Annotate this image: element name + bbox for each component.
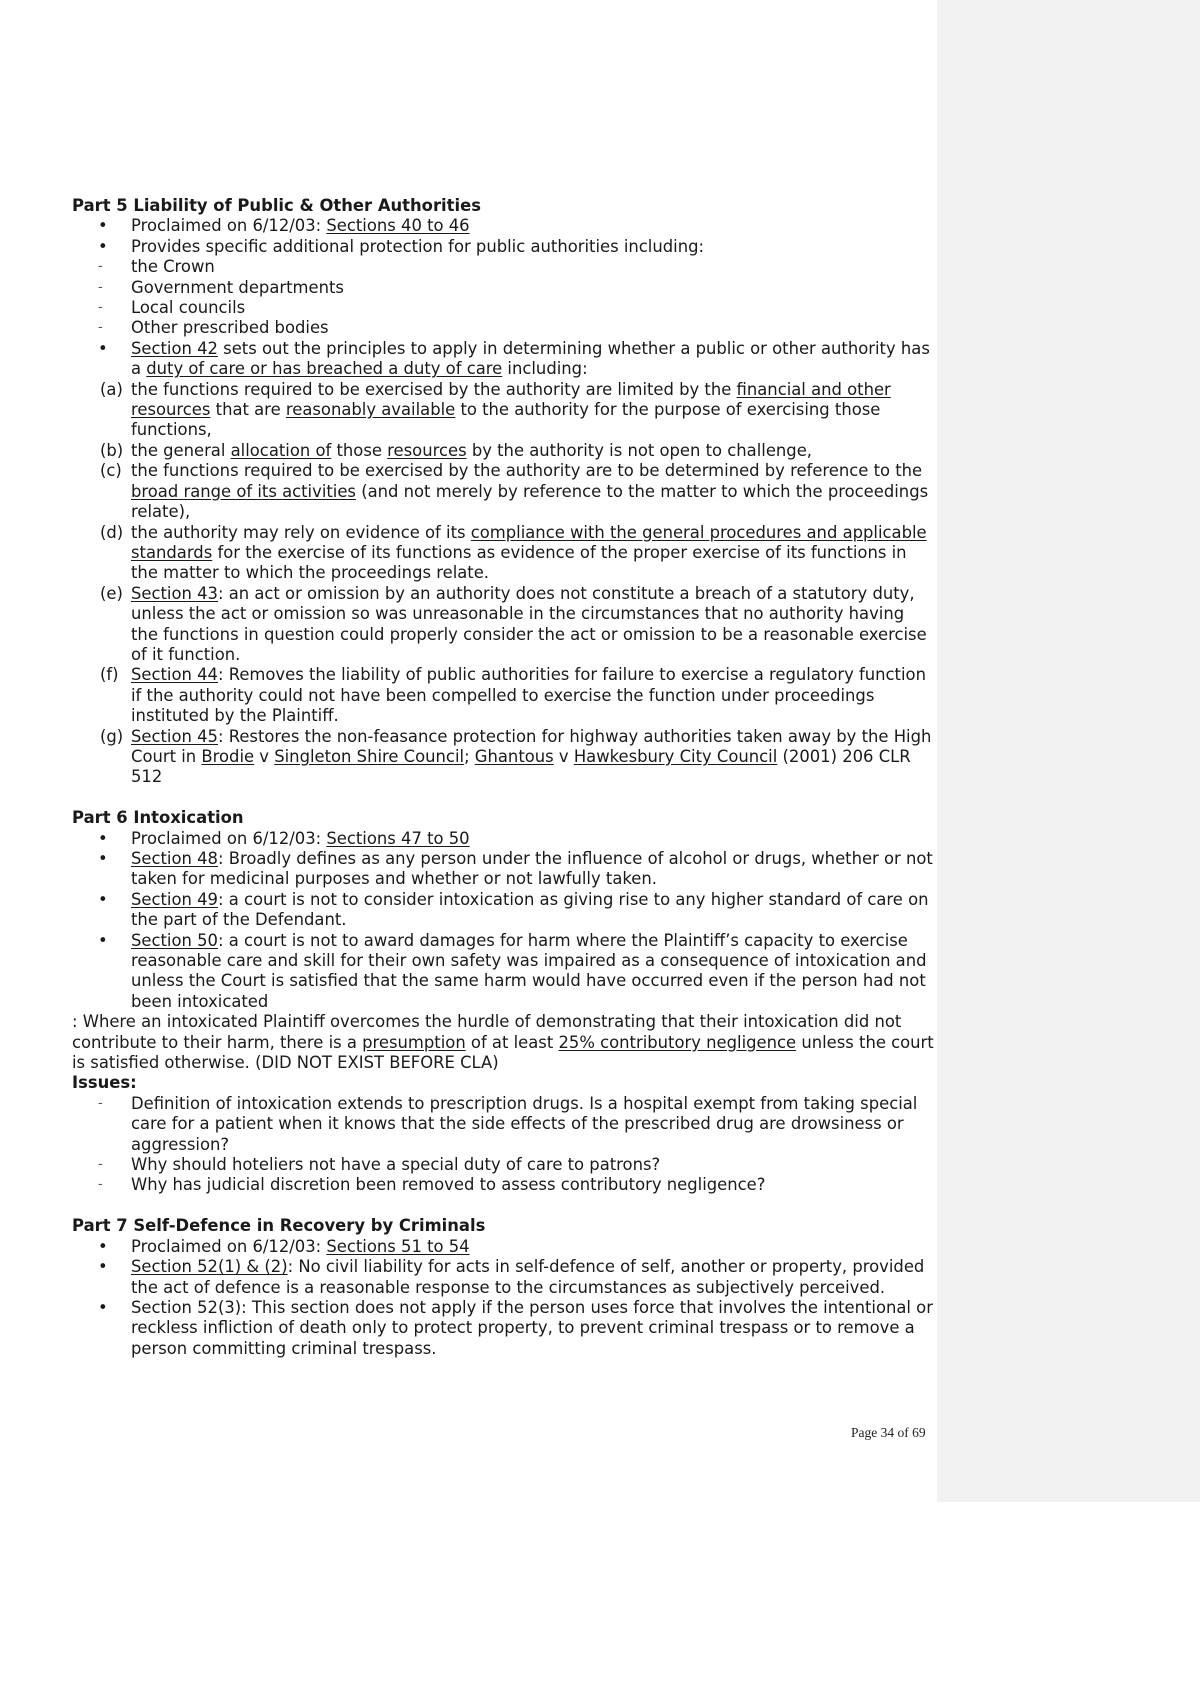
- part5-item-a: (a) the functions required to be exercised by the authority are limited by the financial and other resources that are reasonably available to the authority for the purpose of exercising those functions,: [100, 379, 891, 440]
- dash-marker: -: [98, 320, 103, 336]
- issue-item-2: - Why should hoteliers not have a special duty of care to patrons?: [98, 1155, 661, 1175]
- part7-bullet-proclaimed: • Proclaimed on 6/12/03: Sections 51 to 54: [98, 1236, 470, 1256]
- issue-item-1: - Definition of intoxication extends to prescription drugs. Is a hospital exempt from taking special care for a patient when it knows that the side effects of the prescribed drug are drowsiness or aggression?: [98, 1093, 918, 1154]
- part5-dash-bodies: - Other prescribed bodies: [98, 318, 329, 338]
- part6-bullet-proclaimed: • Proclaimed on 6/12/03: Sections 47 to 50: [98, 828, 470, 848]
- dash-marker: -: [98, 1177, 103, 1193]
- bullet-marker: •: [98, 1257, 108, 1277]
- bullet-marker: •: [98, 1236, 108, 1256]
- part7-bullet-section52-3: • Section 52(3): This section does not apply if the person uses force that involves the intentional or reckless infliction of death only to protect property, to prevent criminal trespass or to remove a person committing criminal trespass.: [98, 1297, 933, 1358]
- part7-bullet-section52-1-2: • Section 52(1) & (2): No civil liability for acts in self-defence of self, another or property, provided the act of defence is a reasonable response to the circumstances as subjectively perceived.: [98, 1257, 925, 1297]
- part5-item-d: (d) the authority may rely on evidence of its compliance with the general procedures and applicable standards for the exercise of its functions as evidence of the proper exercise of its functions in the matter to which the proceedings relate.: [100, 522, 927, 583]
- issues-heading: Issues:: [72, 1073, 137, 1093]
- document-body: [72, 196, 934, 1359]
- dash-marker: -: [98, 259, 103, 275]
- bullet-marker: •: [98, 930, 108, 950]
- part5-item-g: (g) Section 45: Restores the non-feasance protection for highway authorities taken away by the High Court in Brodie v Singleton Shire Council; Ghantous v Hawkesbury City Council (2001) 206 CLR 512: [100, 726, 932, 787]
- part6-heading: Part 6 Intoxication: [72, 808, 244, 828]
- part7-heading: Part 7 Self-Defence in Recovery by Criminals: [72, 1216, 486, 1236]
- bullet-marker: •: [98, 1297, 108, 1317]
- comment-pane: [937, 0, 1200, 1502]
- part5-bullet-protection: • Provides specific additional protection for public authorities including:: [98, 236, 705, 256]
- part6-bullet-section50: • Section 50: a court is not to award damages for harm where the Plaintiff’s capacity to exercise reasonable care and skill for their own safety was impaired as a consequence of intoxication and unless the Court is satisfied that the same harm would have occurred even if the person had not been intoxicated: [98, 930, 927, 1011]
- dash-marker: -: [98, 1095, 103, 1111]
- part5-item-c: (c) the functions required to be exercised by the authority are to be determined by reference to the broad range of its activities (and not merely by reference to the matter to which the proceedings relate),: [100, 461, 929, 522]
- part5-dash-councils: - Local councils: [98, 298, 246, 318]
- bullet-marker: •: [98, 216, 108, 236]
- part6-bullet-section48: • Section 48: Broadly defines as any person under the influence of alcohol or drugs, whether or not taken for medicinal purposes and whether or not lawfully taken.: [98, 848, 933, 889]
- issue-item-3: - Why has judicial discretion been removed to assess contributory negligence?: [98, 1175, 766, 1195]
- bullet-marker: •: [98, 236, 108, 256]
- bullet-marker: •: [98, 889, 108, 909]
- dash-marker: -: [98, 300, 103, 316]
- page-number: Page 34 of 69: [851, 1425, 926, 1440]
- dash-marker: -: [98, 279, 103, 295]
- sections-40-46-link: Sections 40 to 46: [326, 216, 470, 236]
- bullet-marker: •: [98, 338, 108, 358]
- part5-bullet-section42: • Section 42 sets out the principles to apply in determining whether a public or other authority has a duty of care or has breached a duty of care including:: [98, 338, 930, 379]
- part6-presumption-paragraph: : Where an intoxicated Plaintiff overcomes the hurdle of demonstrating that their intoxication did not contribute to their harm, there is a presumption of at least 25% contributory negligence unless the court is satisfied otherwise. (DID NOT EXIST BEFORE CLA): [72, 1012, 934, 1073]
- part5-heading: Part 5 Liability of Public & Other Authorities: [72, 196, 481, 215]
- part5-dash-government: - Government departments: [98, 277, 344, 297]
- part5-item-e: (e) Section 43: an act or omission by an authority does not constitute a breach of a statutory duty, unless the act or omission so was unreasonable in the circumstances that no authority having the functions in question could properly consider the act or omission to be a reasonable exercise of it function.: [100, 583, 927, 664]
- dash-marker: -: [98, 1157, 103, 1173]
- part6-bullet-section49: • Section 49: a court is not to consider intoxication as giving rise to any higher standard of care on the part of the Defendant.: [98, 889, 929, 930]
- bullet-marker: •: [98, 848, 108, 868]
- part5-item-b: (b) the general allocation of those resources by the authority is not open to challenge,: [100, 440, 813, 460]
- part5-item-f: (f) Section 44: Removes the liability of public authorities for failure to exercise a regulatory function if the authority could not have been compelled to exercise the function under proceedings instituted by the Plaintiff.: [100, 665, 926, 726]
- part5-dash-crown: - the Crown: [98, 257, 215, 277]
- part5-bullet-proclaimed: • Proclaimed on 6/12/03: Sections 40 to 46: [98, 216, 470, 236]
- bullet-marker: •: [98, 828, 108, 848]
